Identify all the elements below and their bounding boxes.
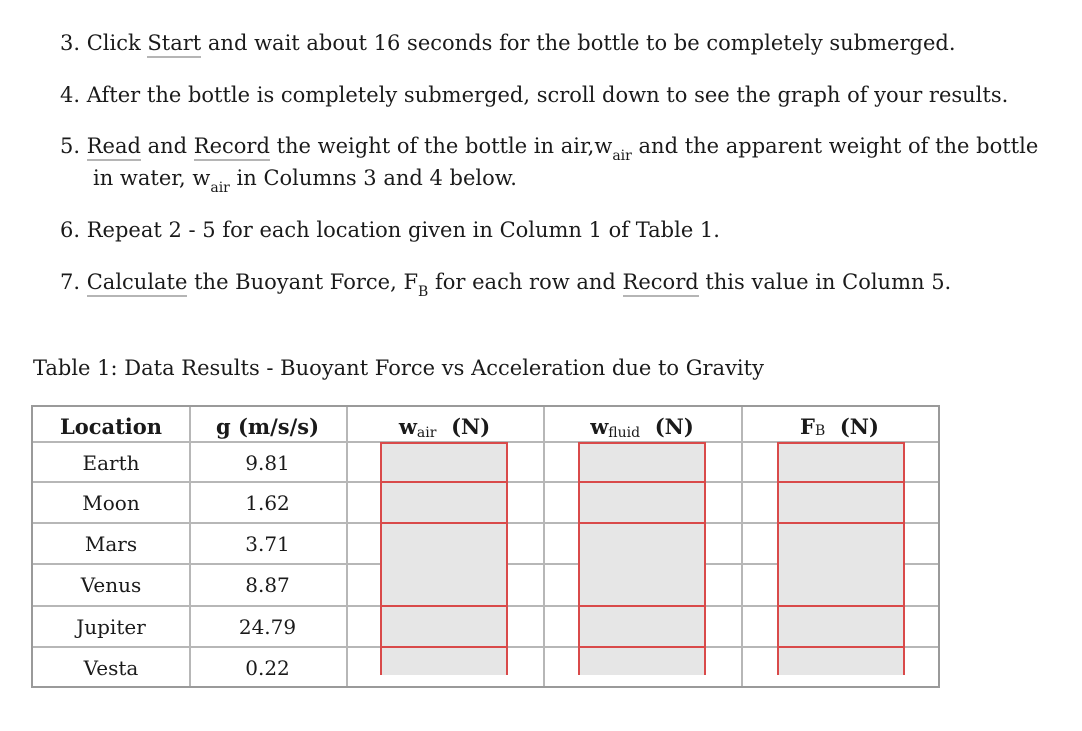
input-row-divider: [578, 605, 706, 607]
step-7: [60, 268, 951, 299]
step-4: [60, 81, 1008, 109]
input-row-divider: [380, 605, 508, 607]
cell-location: Earth: [82, 451, 140, 475]
step-text: Click: [86, 31, 148, 55]
header-weight-air: w air (N): [398, 413, 491, 441]
header-buoyant-force: F B (N): [800, 413, 879, 439]
column-divider: [741, 407, 743, 686]
record-link[interactable]: Record: [194, 134, 270, 161]
step-text: the Buoyant Force, F: [187, 270, 419, 294]
start-link[interactable]: Start: [147, 31, 201, 58]
header-weight-fluid: w fluid (N): [590, 413, 694, 441]
step-number: 3.: [60, 31, 81, 55]
input-row-divider: [578, 646, 706, 648]
input-row-divider: [380, 522, 508, 524]
cell-gravity: 9.81: [245, 451, 290, 475]
input-row-divider: [777, 646, 905, 648]
input-row-divider: [777, 605, 905, 607]
step-6: [60, 216, 720, 244]
data-table: [31, 405, 940, 688]
cell-location: Moon: [82, 491, 140, 515]
step-text: in water, w: [93, 166, 211, 190]
header-gravity: g (m/s/s): [215, 413, 320, 439]
subscript: air: [210, 180, 230, 196]
step-number: 5.: [60, 134, 81, 158]
step-text: in Columns 3 and 4 below.: [229, 166, 517, 190]
cell-gravity: 24.79: [238, 615, 297, 639]
input-row-divider: [777, 522, 905, 524]
step-number: 7.: [60, 270, 81, 294]
read-link[interactable]: Read: [87, 134, 141, 161]
input-row-divider: [380, 646, 508, 648]
calculate-link[interactable]: Calculate: [87, 270, 188, 297]
cell-gravity: 1.62: [245, 491, 290, 515]
step-text: and: [140, 134, 194, 158]
step-5: [60, 132, 1038, 163]
cell-gravity: 3.71: [245, 532, 290, 556]
step-number: 4.: [60, 83, 81, 107]
cell-location: Vesta: [83, 656, 139, 680]
step-text: the weight of the bottle in air,w: [269, 134, 613, 158]
subscript: air: [612, 148, 632, 164]
cell-location: Venus: [80, 573, 142, 597]
input-row-divider: [578, 481, 706, 483]
step-text: for each row and: [428, 270, 623, 294]
step-number: 6.: [60, 218, 81, 242]
input-row-divider: [777, 481, 905, 483]
step-3: [60, 29, 956, 57]
step-text: and the apparent weight of the bottle: [631, 134, 1039, 158]
cell-gravity: 8.87: [245, 573, 290, 597]
step-text: Repeat 2 - 5 for each location given in Column 1 of Table 1.: [86, 218, 720, 242]
header-location: Location: [59, 413, 163, 439]
cell-location: Mars: [84, 532, 138, 556]
input-column-weight-fluid[interactable]: [578, 442, 706, 675]
step-text: After the bottle is completely submerged, scroll down to see the graph of your results.: [86, 83, 1009, 107]
step-text: and wait about 16 seconds for the bottle to be completely submerged.: [201, 31, 956, 55]
column-divider: [346, 407, 348, 686]
step-5-continued: [93, 166, 517, 196]
record-link[interactable]: Record: [623, 270, 699, 297]
step-text: this value in Column 5.: [698, 270, 952, 294]
subscript: B: [418, 284, 429, 300]
input-row-divider: [578, 522, 706, 524]
column-divider: [543, 407, 545, 686]
table-caption: Table 1: Data Results - Buoyant Force vs Acceleration due to Gravity: [33, 356, 764, 380]
cell-gravity: 0.22: [245, 656, 290, 680]
input-column-buoyant-force[interactable]: [777, 442, 905, 675]
cell-location: Jupiter: [76, 615, 146, 639]
input-row-divider: [380, 481, 508, 483]
input-column-weight-air[interactable]: [380, 442, 508, 675]
